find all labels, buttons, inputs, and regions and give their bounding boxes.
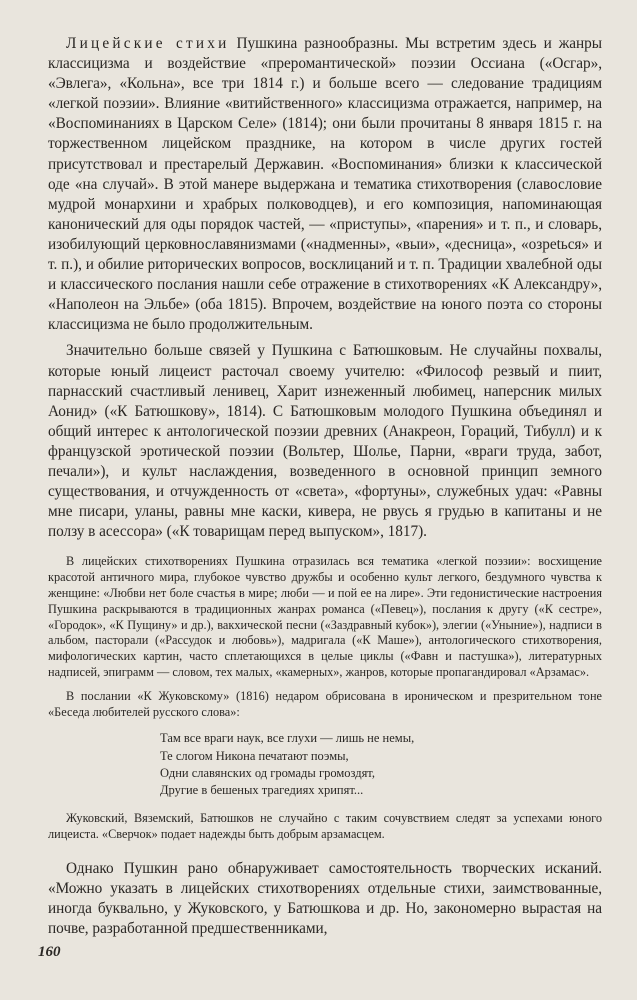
note-1: В лицейских стихотворениях Пушкина отразилась вся тематика «легкой поэзии»: восхищение красотой античного мира, глубокое чувство дружбы и особенно культ легкого, бездумного чувства к женщине: «Любви нет боле счастья в мире; люби — и пой ее на лире». Эти гедонистические настроения Пушкина раскрываются в традиционных жанрах романса («Певец»), послания к другу («К сестре», «Городок», «К Пущину» и др.), вакхической песни («Заздравный кубок»), элегии («Уныние»), надписи в альбом, пасторали («Рассудок и любовь»), мадригала («К Маше»), антологического стихотворения, мифологических картин, часто сплетающихся в целые циклы («Фавн и пастушка»), литературных надписей, эпиграмм — словом, тех малых, «камерных», жанров, которые пропагандировал «Арзамас».: [48, 554, 602, 679]
paragraph-1: [48, 34, 602, 335]
page-body: [48, 34, 602, 939]
paragraph-1-lead: Лицейские стихи: [66, 35, 230, 52]
verse-quote: [160, 730, 602, 799]
note-3: Жуковский, Вяземский, Батюшков не случайно с таким сочувствием следят за успехами юного лицеиста. «Сверчок» подает надежды быть добрым арзамасцем.: [48, 811, 602, 841]
paragraph-2: Значительно больше связей у Пушкина с Батюшковым. Не случайны похвалы, которые юный лицеист расточал своему учителю: «Философ резвый и пиит, парнасский счастливый ленивец, Харит изнеженный любимец, наперсник милых Аонид» («К Батюшкову», 1814). С Батюшковым молодого Пушкина объединял и общий интерес к антологической поэзии древних (Анакреон, Гораций, Тибулл) и к французской эротической поэзии (Вольтер, Шолье, Парни, «враги труда, забот, печали»), и культ наслаждения, возведенного в основной принцип земного существования, и отчужденность от «света», «фортуны», служебных удач: «Равны мне писари, уланы, равны мне каски, кивера, не рвусь я грудью в капитаны и не ползу в асессора» («К товарищам перед выпуском», 1817).: [48, 342, 602, 541]
verse-line: Там все враги наук, все глухи — лишь не немы,: [160, 731, 415, 746]
verse-line: Другие в бешеных трагедиях хрипят...: [160, 782, 364, 797]
verse-line: Те слогом Никона печатают поэмы,: [160, 748, 349, 763]
page-number: 160: [38, 944, 61, 960]
verse-line: Одни славянских од громады громоздят,: [160, 765, 375, 780]
paragraph-1-text: Пушкина разнообразны. Мы встретим здесь и жанры классицизма и воздействие «преромантической» поэзии Оссиана («Осгар», «Эвлега», «Кольна», все три 1814 г.) и больше всего — следование традициям «легкой поэзии». Влияние «витийственного» классицизма отражается, например, на «Воспоминаниях в Царском Селе» (1814); они были прочитаны 8 января 1815 г. на торжественном лицейском празднике, на котором в числе других гостей присутствовал и престарелый Державин. «Воспоминания» близки к классической оде «на случай». В этой манере выдержана и тематика стихотворения (славословие мудрой монархини и храбрых полководцев), и его композиция, напоминающая канонический для оды порядок частей, — «приступы», «парения» и т. п., и словарь, изобилующий церковнославянизмами («надменны», «выи», «десница», «озрetься» и т. п.), и обилие риторических вопросов, восклицаний и т. п. Традиции хвалебной оды и классического послания нашли себе отражение в стихотворениях «К Александру», «Наполеон на Эльбе» (оба 1815). Впрочем, воздействие на юного поэта со стороны классицизма не было продолжительным.: [48, 35, 602, 334]
paragraph-3: Однако Пушкин рано обнаруживает самостоятельность творческих исканий. «Можно указать в лицейских стихотворениях отдельные стихи, заимствованные, иногда буквально, у Жуковского, у Батюшкова и др. Но, закономерно вырастая на почве, разработанной предшественниками,: [48, 859, 602, 937]
note-2: В послании «К Жуковскому» (1816) недаром обрисована в ироническом и презрительном тоне «Беседа любителей русского слова»:: [48, 688, 602, 719]
